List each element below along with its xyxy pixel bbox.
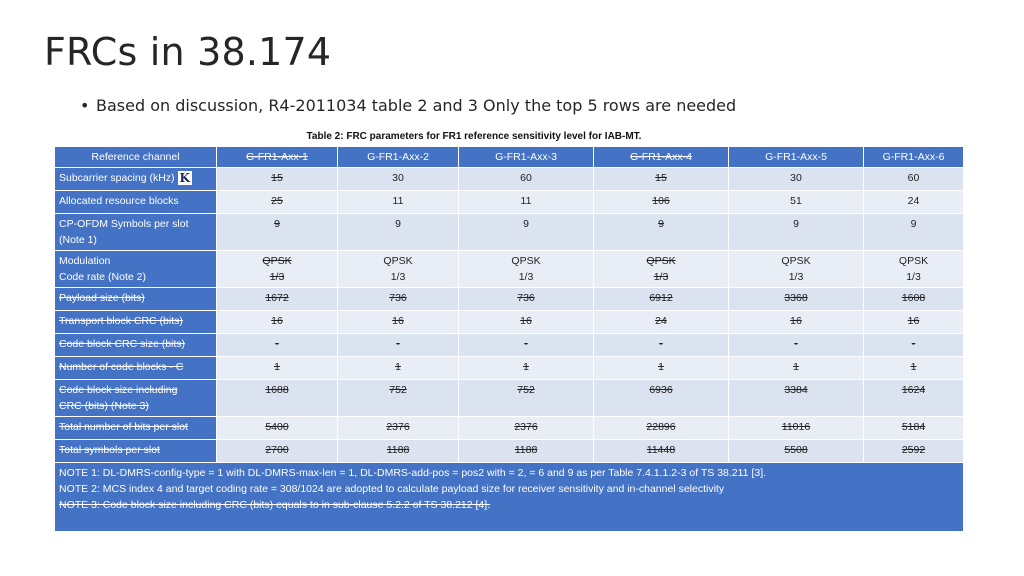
table-row bbox=[55, 334, 964, 357]
slide-title: FRCs in 38.174 bbox=[44, 30, 332, 74]
row-label: Total number of bits per slot bbox=[55, 417, 217, 440]
cell-line1: QPSK bbox=[646, 255, 676, 267]
table-row bbox=[55, 311, 964, 334]
header-axx-3: G-FR1-Axx-3 bbox=[459, 147, 594, 168]
table-cell: 11 bbox=[338, 191, 459, 214]
header-axx-5: G-FR1-Axx-5 bbox=[729, 147, 864, 168]
header-reference-channel: Reference channel bbox=[55, 147, 217, 168]
row-label-line1: Code block size including bbox=[59, 384, 178, 396]
table-cell bbox=[459, 251, 594, 288]
frc-table bbox=[54, 146, 964, 532]
table-cell: 1 bbox=[594, 357, 729, 380]
table-cell: 1188 bbox=[459, 440, 594, 463]
table-cell: 30 bbox=[338, 168, 459, 191]
table-row bbox=[55, 251, 964, 288]
row-label: Transport block CRC (bits) bbox=[55, 311, 217, 334]
table-cell: - bbox=[338, 334, 459, 357]
table-cell: 60 bbox=[459, 168, 594, 191]
table-cell: 1 bbox=[338, 357, 459, 380]
table-cell: 1 bbox=[217, 357, 338, 380]
table-header-row bbox=[55, 147, 964, 168]
cell-line2: 1/3 bbox=[390, 271, 406, 283]
notes-row bbox=[55, 463, 964, 532]
table-cell: 1188 bbox=[338, 440, 459, 463]
table-cell: 15 bbox=[217, 168, 338, 191]
table-cell: 30 bbox=[729, 168, 864, 191]
table-cell: 1 bbox=[459, 357, 594, 380]
table-cell: 5184 bbox=[864, 417, 964, 440]
table-cell: 9 bbox=[217, 214, 338, 251]
row-label: Allocated resource blocks bbox=[55, 191, 217, 214]
cell-line2: 1/3 bbox=[906, 271, 921, 283]
cell-line1: QPSK bbox=[383, 255, 413, 267]
table-cell: 736 bbox=[338, 288, 459, 311]
cell-line2: 1/3 bbox=[269, 271, 285, 283]
header-axx-6: G-FR1-Axx-6 bbox=[864, 147, 964, 168]
cell-line1: QPSK bbox=[262, 255, 292, 267]
row-label bbox=[55, 214, 217, 251]
bullet-dot-icon: • bbox=[80, 96, 90, 115]
table-cell: 11 bbox=[459, 191, 594, 214]
row-label bbox=[55, 380, 217, 417]
table-cell: 11448 bbox=[594, 440, 729, 463]
table-cell: 2376 bbox=[338, 417, 459, 440]
table-cell: 1672 bbox=[217, 288, 338, 311]
table-cell bbox=[217, 251, 338, 288]
table-cell: 11016 bbox=[729, 417, 864, 440]
table-cell: - bbox=[594, 334, 729, 357]
table-cell: 25 bbox=[217, 191, 338, 214]
table-cell: 60 bbox=[864, 168, 964, 191]
table-cell: 3368 bbox=[729, 288, 864, 311]
table-cell: 16 bbox=[864, 311, 964, 334]
table-cell: 1608 bbox=[864, 288, 964, 311]
table-cell: - bbox=[729, 334, 864, 357]
table-cell: 1 bbox=[864, 357, 964, 380]
row-label-line2: Code rate (Note 2) bbox=[59, 271, 146, 283]
table-cell: 15 bbox=[594, 168, 729, 191]
table-row bbox=[55, 380, 964, 417]
row-label-line2: CRC (bits) (Note 3) bbox=[59, 400, 149, 412]
table-cell: 2700 bbox=[217, 440, 338, 463]
table-cell: - bbox=[459, 334, 594, 357]
table-cell: 9 bbox=[864, 214, 964, 251]
bullet-text: Based on discussion, R4-2011034 table 2 and 3 Only the top 5 rows are needed bbox=[96, 96, 737, 115]
bullet-item bbox=[80, 96, 736, 115]
cell-line2: 1/3 bbox=[653, 271, 669, 283]
table-row bbox=[55, 417, 964, 440]
cell-line2: 1/3 bbox=[518, 271, 534, 283]
cell-line1: QPSK bbox=[781, 255, 811, 267]
table-cell: 1 bbox=[729, 357, 864, 380]
table-cell: 752 bbox=[459, 380, 594, 417]
header-axx-2: G-FR1-Axx-2 bbox=[338, 147, 459, 168]
row-label: Payload size (bits) bbox=[55, 288, 217, 311]
table-cell: 9 bbox=[338, 214, 459, 251]
table-cell: 16 bbox=[729, 311, 864, 334]
table-cell: 2592 bbox=[864, 440, 964, 463]
table-cell: 3384 bbox=[729, 380, 864, 417]
table-cell: 9 bbox=[459, 214, 594, 251]
table-cell bbox=[338, 251, 459, 288]
row-label: Code block CRC size (bits) bbox=[55, 334, 217, 357]
table-cell: 1624 bbox=[864, 380, 964, 417]
table-cell: 5400 bbox=[217, 417, 338, 440]
row-label-line1: CP-OFDM Symbols per slot bbox=[59, 218, 189, 230]
table-row bbox=[55, 214, 964, 251]
table-cell: 6936 bbox=[594, 380, 729, 417]
note-1: NOTE 1: DL-DMRS-config-type = 1 with DL-DMRS-max-len = 1, DL-DMRS-add-pos = pos2 with = 2, = 6 and 9 as per Table 7.4.1.1.2-3 of TS 38.211 [3]. bbox=[59, 467, 767, 479]
table-cell bbox=[864, 251, 964, 288]
table-row bbox=[55, 440, 964, 463]
table-cell: 51 bbox=[729, 191, 864, 214]
table-cell: - bbox=[217, 334, 338, 357]
table-cell: 16 bbox=[217, 311, 338, 334]
header-axx-1: G-FR1-Axx-1 bbox=[217, 147, 338, 168]
table-cell: 1688 bbox=[217, 380, 338, 417]
row-label bbox=[55, 251, 217, 288]
table-cell: 2376 bbox=[459, 417, 594, 440]
table-cell: 9 bbox=[729, 214, 864, 251]
table-cell: 6912 bbox=[594, 288, 729, 311]
table-cell: 24 bbox=[864, 191, 964, 214]
table-row bbox=[55, 357, 964, 380]
table-cell: 5508 bbox=[729, 440, 864, 463]
cell-line2: 1/3 bbox=[788, 271, 804, 283]
row-label-text: Subcarrier spacing (kHz) bbox=[59, 172, 175, 184]
k-glyph-icon: K bbox=[179, 171, 190, 186]
table-cell: - bbox=[864, 334, 964, 357]
note-3: NOTE 3: Code block size including CRC (bits) equals to in sub-clause 5.2.2 of TS 38.212 [4]. bbox=[59, 499, 491, 511]
table-row bbox=[55, 168, 964, 191]
table-cell: 752 bbox=[338, 380, 459, 417]
table-row bbox=[55, 288, 964, 311]
cell-line1: QPSK bbox=[898, 255, 929, 267]
row-label: Total symbols per slot bbox=[55, 440, 217, 463]
row-label bbox=[55, 168, 217, 191]
row-label-line2: (Note 1) bbox=[59, 234, 97, 246]
table-cell: 106 bbox=[594, 191, 729, 214]
table-cell: 736 bbox=[459, 288, 594, 311]
row-label: Number of code blocks - C bbox=[55, 357, 217, 380]
table-caption: Table 2: FRC parameters for FR1 reference sensitivity level for IAB-MT. bbox=[306, 131, 642, 142]
table-cell: 16 bbox=[459, 311, 594, 334]
table-row bbox=[55, 191, 964, 214]
header-axx-4: G-FR1-Axx-4 bbox=[594, 147, 729, 168]
notes-cell bbox=[55, 463, 964, 532]
table-cell bbox=[729, 251, 864, 288]
table-cell: 16 bbox=[338, 311, 459, 334]
table-cell bbox=[594, 251, 729, 288]
table-cell: 22896 bbox=[594, 417, 729, 440]
row-label-line1: Modulation bbox=[59, 255, 111, 267]
table-cell: 9 bbox=[594, 214, 729, 251]
cell-line1: QPSK bbox=[511, 255, 541, 267]
table-cell: 24 bbox=[594, 311, 729, 334]
note-2: NOTE 2: MCS index 4 and target coding rate = 308/1024 are adopted to calculate payload size for receiver sensitivity and in-channel selectivity bbox=[59, 483, 725, 495]
